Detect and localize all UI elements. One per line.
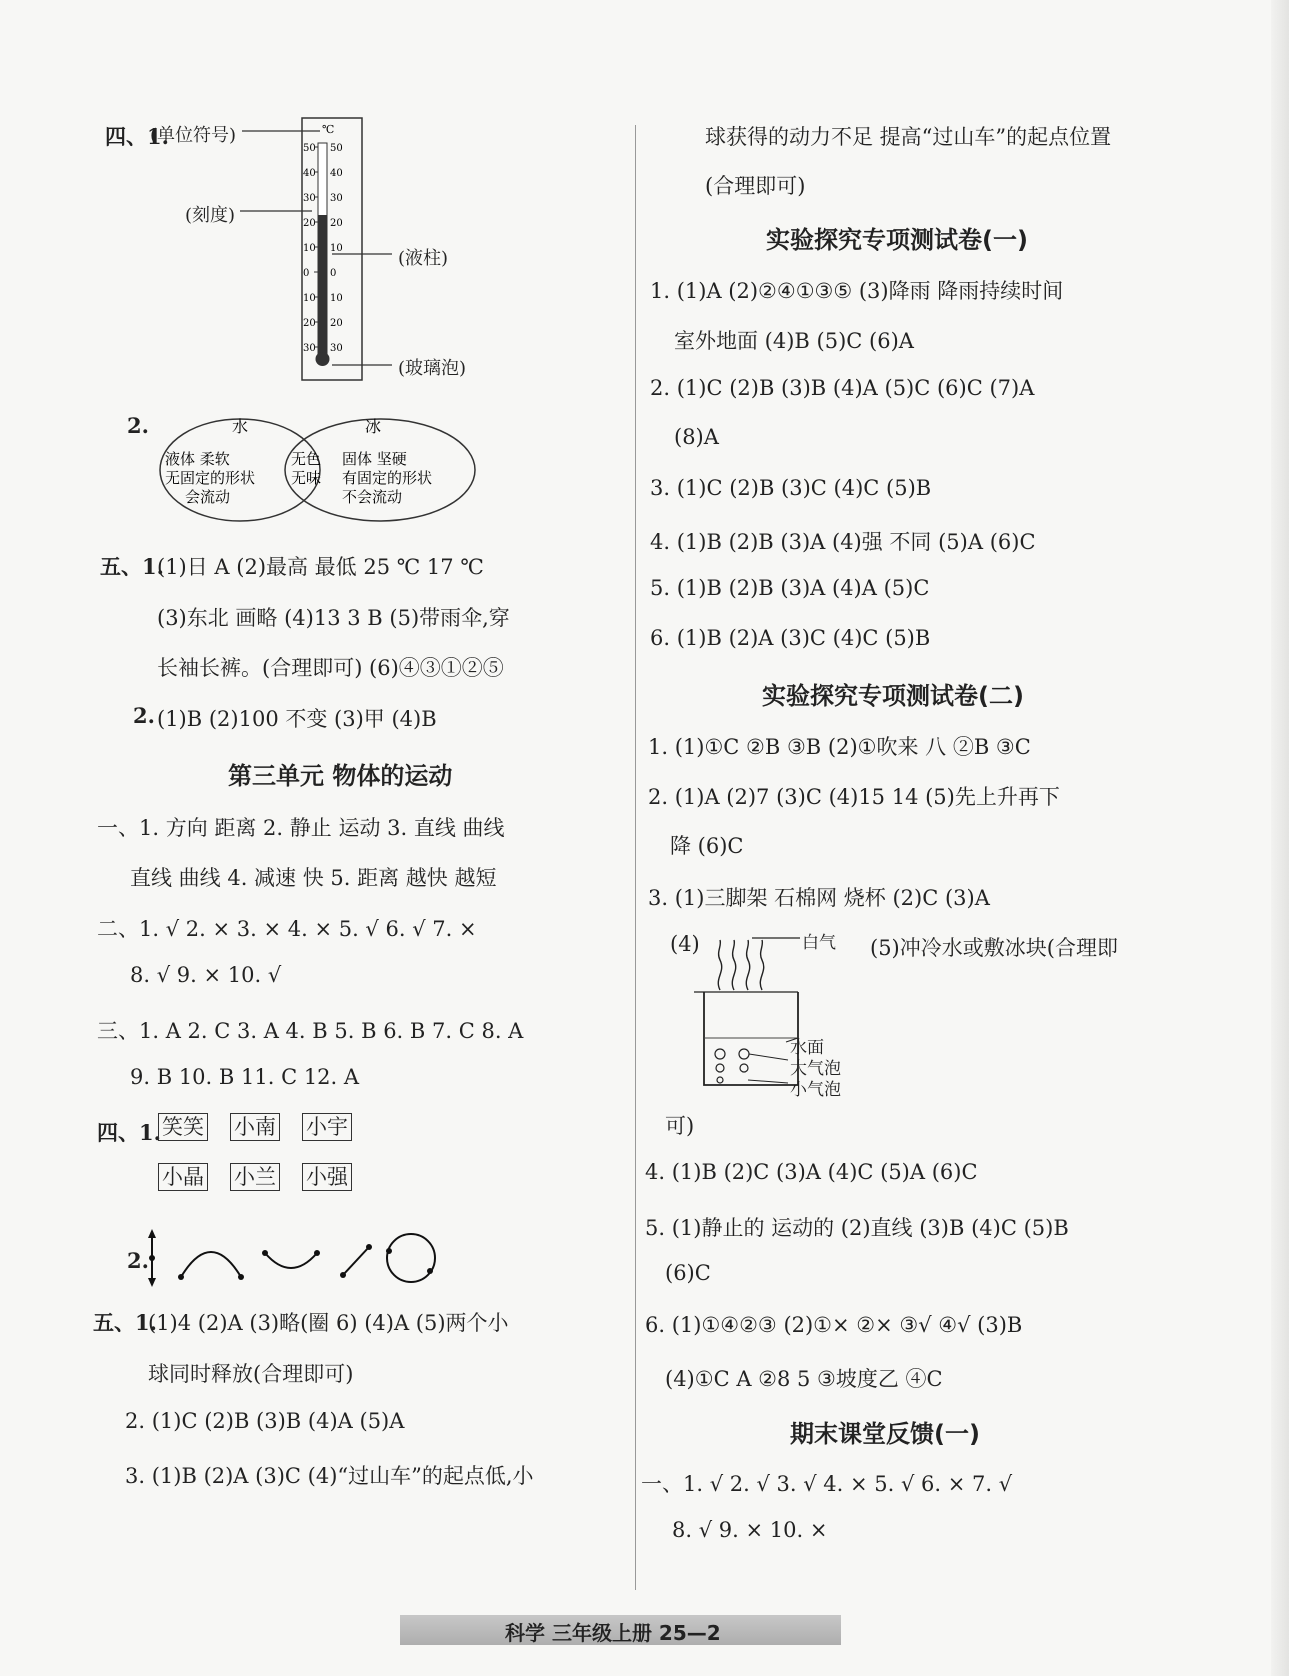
t2-2b: 降 (6)C	[670, 834, 744, 858]
thermo-tick-left: 0	[303, 268, 310, 279]
bulb	[316, 352, 330, 366]
s5-2-line: (1)B (2)100 不变 (3)甲 (4)B	[157, 707, 437, 731]
t1-6: 6. (1)B (2)A (3)C (4)C (5)B	[650, 626, 931, 650]
s5b-line1: (1)4 (2)A (3)略(圈 6) (4)A (5)两个小	[148, 1311, 509, 1335]
unit-symbol: ℃	[322, 123, 335, 136]
column-divider	[635, 125, 636, 1590]
t2-6a: 6. (1)①④②③ (2)①× ②× ③√ ④√ (3)B	[645, 1313, 1023, 1337]
t2-4: 4. (1)B (2)C (3)A (4)C (5)A (6)C	[645, 1160, 978, 1184]
t2-5a: 5. (1)静止的 运动的 (2)直线 (3)B (4)C (5)B	[645, 1216, 1069, 1240]
arc-motion-icon	[178, 1252, 244, 1280]
beaker-surface-label: 水面	[790, 1038, 824, 1058]
thermo-tick-left: 10	[303, 243, 316, 254]
thermo-tick-left: 30	[303, 193, 316, 204]
t1-2a: 2. (1)C (2)B (3)B (4)A (5)C (6)C (7)A	[650, 376, 1035, 400]
thermo-tick-right: 30	[330, 343, 343, 354]
steam-icon	[718, 940, 763, 990]
venn-diagram	[150, 412, 480, 530]
name-box: 小晶	[158, 1163, 208, 1191]
venn-mid-line1: 无色	[291, 450, 322, 468]
t2-3-5: (5)冲冷水或敷冰块(合理即	[870, 936, 1118, 960]
beaker-small-bubble-label: 小气泡	[790, 1080, 841, 1100]
venn-num: 2.	[127, 413, 149, 438]
section-5b-label: 五、1.	[93, 1310, 157, 1335]
thermo-column-label: (液柱)	[398, 248, 449, 269]
page-edge	[1271, 0, 1289, 1676]
name-box: 笑笑	[158, 1113, 208, 1141]
t2-6b: (4)①C A ②8 5 ③坡度乙 ④C	[665, 1367, 943, 1391]
thermo-tick-left: 30	[303, 343, 316, 354]
thermo-bulb-label: (玻璃泡)	[398, 358, 467, 379]
bubbles	[715, 1049, 749, 1083]
thermo-tick-left: 10	[303, 293, 316, 304]
swing-motion-icon	[262, 1250, 320, 1268]
f1-line1: 一、1. √ 2. √ 3. √ 4. × 5. √ 6. × 7. √	[641, 1472, 1013, 1496]
test2-title: 实验探究专项测试卷(二)	[762, 682, 1024, 710]
t2-3: 3. (1)三脚架 石棉网 烧杯 (2)C (3)A	[648, 886, 990, 910]
t2-1: 1. (1)①C ②B ③B (2)①吹来 八 ②B ③C	[648, 735, 1031, 759]
name-box: 小强	[302, 1163, 352, 1191]
straight-line-icon	[340, 1244, 372, 1278]
venn-right-line3: 不会流动	[342, 488, 403, 506]
thermo-tick-left: 20	[303, 218, 316, 229]
t1-1a: 1. (1)A (2)②④①③⑤ (3)降雨 降雨持续时间	[650, 279, 1064, 303]
s1-line2: 直线 曲线 4. 减速 快 5. 距离 越快 越短	[130, 866, 497, 890]
s3-line1: 三、1. A 2. C 3. A 4. B 5. B 6. B 7. C 8. A	[97, 1019, 524, 1043]
venn-mid-line2: 无味	[291, 469, 322, 487]
t2-3-end: 可)	[665, 1114, 695, 1138]
thermo-tick-right: 50	[330, 143, 343, 154]
beaker-big-bubble-label: 大气泡	[790, 1059, 841, 1079]
section-4-names-label: 四、1.	[97, 1120, 161, 1145]
thermo-tick-right: 10	[330, 293, 343, 304]
name-box: 小南	[230, 1113, 280, 1141]
thermo-tick-right: 40	[330, 168, 343, 179]
venn-left-line3: 会流动	[185, 488, 231, 506]
s5b-line2: 球同时释放(合理即可)	[148, 1362, 354, 1386]
unit3-title: 第三单元 物体的运动	[228, 762, 453, 790]
thermo-tick-right: 30	[330, 193, 343, 204]
t2-5b: (6)C	[665, 1261, 711, 1285]
venn-right-title: 冰	[365, 417, 382, 436]
motion-symbols	[143, 1225, 453, 1295]
s2-line1: 二、1. √ 2. × 3. × 4. × 5. √ 6. √ 7. ×	[97, 917, 477, 941]
test1-title: 实验探究专项测试卷(一)	[766, 226, 1028, 254]
venn-left-title: 水	[232, 417, 249, 436]
thermo-tick-right: 10	[330, 243, 343, 254]
s3-line2: 9. B 10. B 11. C 12. A	[130, 1065, 360, 1089]
thermo-unit-label: (单位符号)	[150, 125, 237, 146]
s2-line2: 8. √ 9. × 10. √	[130, 963, 282, 987]
cont-line1: 球获得的动力不足 提高“过山车”的起点位置	[705, 125, 1112, 149]
beaker-num: (4)	[670, 932, 700, 956]
t1-2b: (8)A	[674, 425, 719, 449]
s5b-2: 2. (1)C (2)B (3)B (4)A (5)A	[125, 1409, 405, 1433]
final-title: 期末课堂反馈(一)	[790, 1420, 980, 1448]
cont-line2: (合理即可)	[705, 174, 806, 198]
s1-line1: 一、1. 方向 距离 2. 静止 运动 3. 直线 曲线	[97, 816, 505, 840]
s5b-3: 3. (1)B (2)A (3)C (4)“过山车”的起点低,小	[125, 1464, 534, 1488]
thermo-tick-right: 0	[330, 268, 337, 279]
section-5-2-label: 2.	[133, 703, 155, 728]
thermometer-diagram	[240, 115, 400, 395]
t1-4: 4. (1)B (2)B (3)A (4)强 不同 (5)A (6)C	[650, 530, 1036, 554]
names-row-1	[158, 1113, 374, 1141]
section-4-1-label: 四、1.	[105, 124, 169, 149]
thermo-tick-left: 40	[303, 168, 316, 179]
motion-num: 2.	[127, 1248, 149, 1273]
circular-motion-icon	[386, 1234, 435, 1282]
names-row-2	[158, 1163, 374, 1191]
thermo-tick-left: 20	[303, 318, 316, 329]
t1-3: 3. (1)C (2)B (3)C (4)C (5)B	[650, 476, 932, 500]
s5-1-line2: (3)东北 画略 (4)13 3 B (5)带雨伞,穿	[157, 606, 510, 630]
venn-left-line2: 无固定的形状	[165, 469, 256, 487]
thermo-tick-left: 50	[303, 143, 316, 154]
beaker-steam-label: 白气	[802, 933, 836, 953]
f1-line2: 8. √ 9. × 10. ×	[672, 1518, 828, 1542]
venn-right-line2: 有固定的形状	[342, 469, 433, 487]
s5-1-line3: 长袖长裤。(合理即可) (6)④③①②⑤	[157, 656, 504, 680]
t2-2a: 2. (1)A (2)7 (3)C (4)15 14 (5)先上升再下	[648, 785, 1060, 809]
t1-5: 5. (1)B (2)B (3)A (4)A (5)C	[650, 576, 930, 600]
liquid-column	[318, 215, 327, 357]
thermo-scale-label: (刻度)	[185, 205, 236, 226]
thermo-tick-right: 20	[330, 218, 343, 229]
s5-1-line1: (1)日 A (2)最高 最低 25 ℃ 17 ℃	[157, 555, 484, 579]
name-box: 小兰	[230, 1163, 280, 1191]
t1-1b: 室外地面 (4)B (5)C (6)A	[674, 329, 914, 353]
venn-right-line1: 固体 坚硬	[342, 450, 407, 468]
name-box: 小宇	[302, 1113, 352, 1141]
section-5-1-label: 五、1.	[100, 554, 164, 579]
straight-up-down-icon	[148, 1229, 156, 1287]
footer-text: 科学 三年级上册 25—2	[505, 1621, 721, 1645]
venn-left-line1: 液体 柔软	[165, 450, 230, 468]
thermo-tick-right: 20	[330, 318, 343, 329]
